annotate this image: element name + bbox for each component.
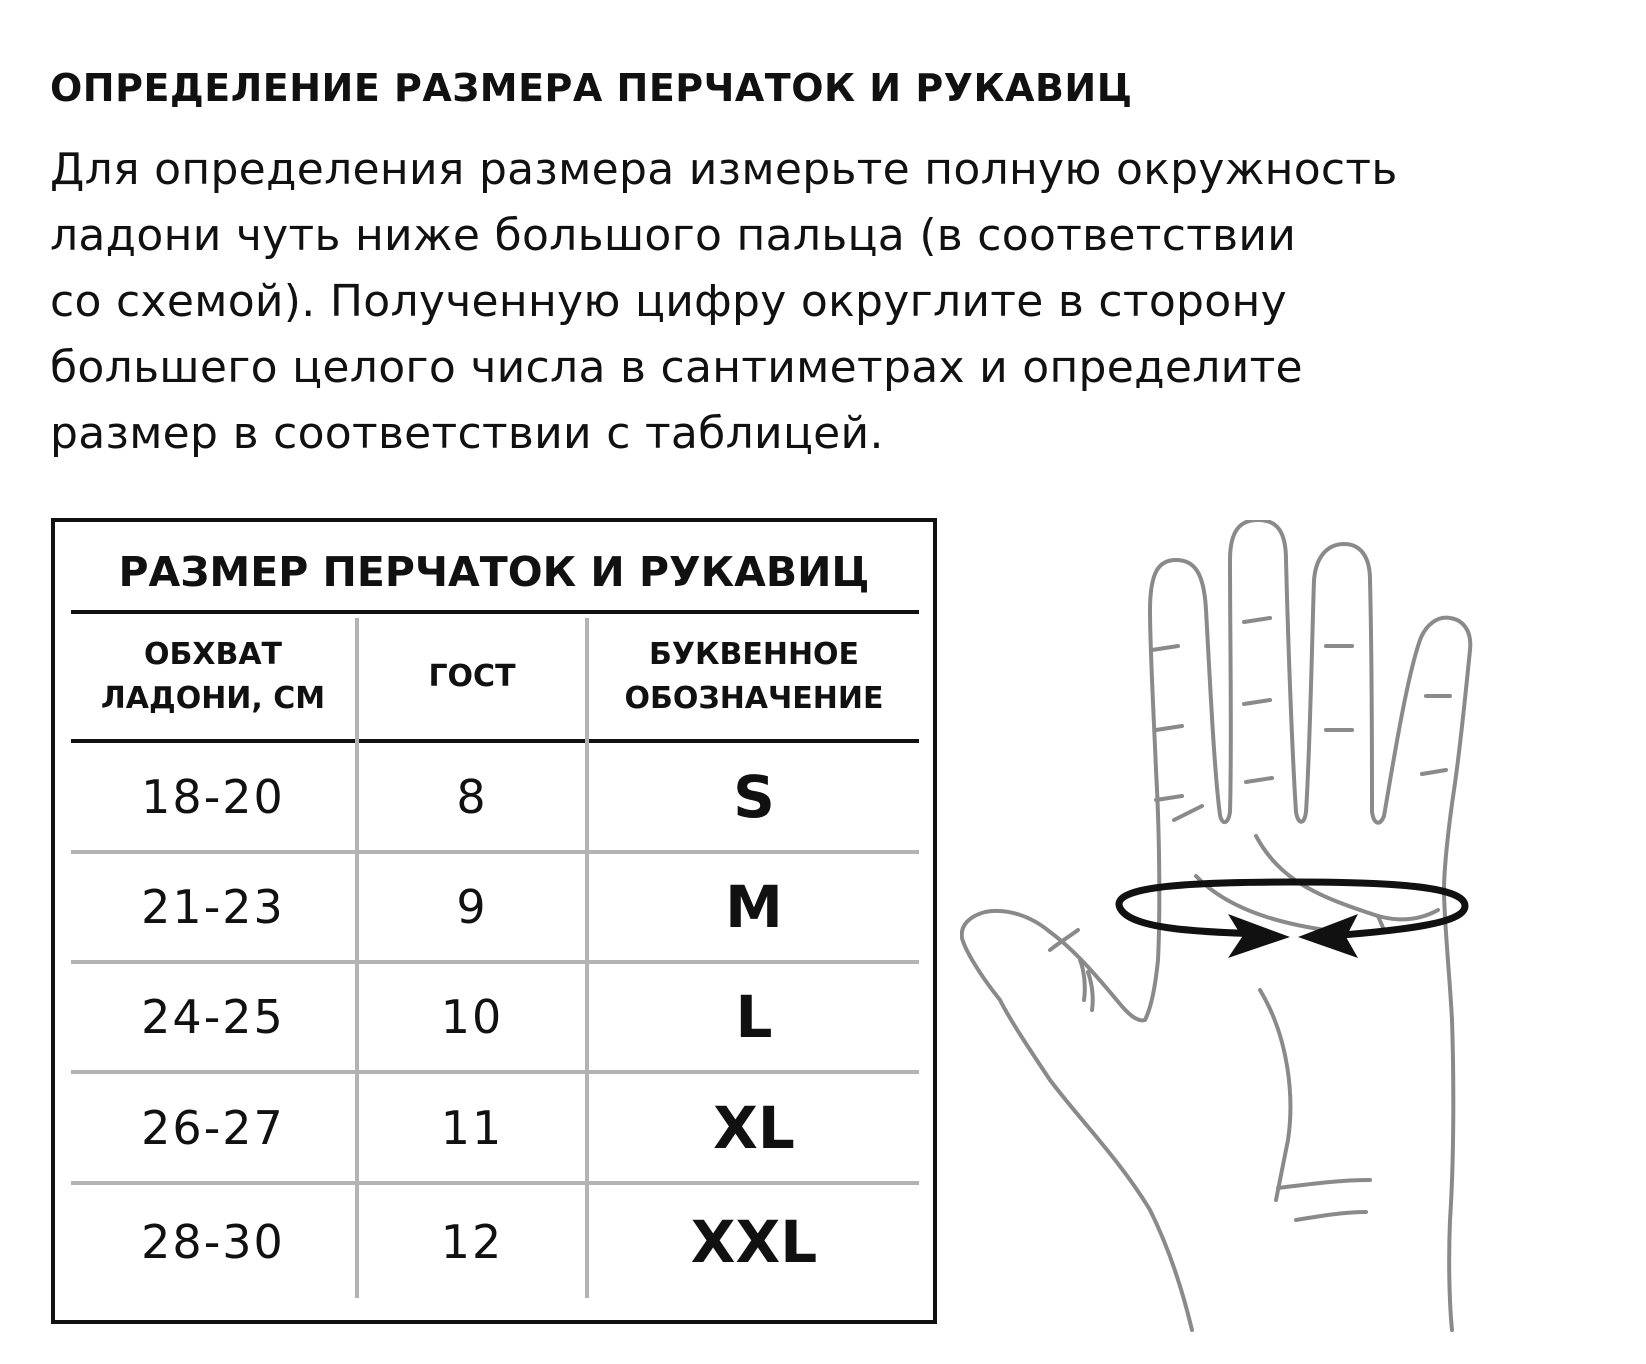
- cell-girth: 24-25: [141, 990, 285, 1044]
- instructions-line: ладони чуть ниже большого пальца (в соответствии: [50, 210, 1297, 261]
- cell-gost: 11: [440, 1100, 504, 1155]
- header-letter: [589, 614, 919, 739]
- cell-letter: L: [735, 983, 773, 1051]
- header-letter-line2: ОБОЗНАЧЕНИЕ: [624, 680, 884, 716]
- cell-girth: 28-30: [141, 1214, 285, 1269]
- instructions-line: размер в соответствии с таблицей.: [50, 408, 884, 459]
- cell-gost: 10: [440, 990, 504, 1044]
- cell-girth: 18-20: [141, 769, 285, 824]
- cell-gost: 9: [456, 880, 488, 934]
- instructions-line: Для определения размера измерьте полную окружность: [50, 144, 1398, 195]
- header-girth: [71, 614, 355, 739]
- header-gost: [359, 614, 585, 739]
- cell-letter: S: [733, 762, 775, 831]
- hand-measurement-icon: [960, 520, 1550, 1340]
- cell-gost: 12: [440, 1214, 504, 1269]
- cell-girth: 21-23: [141, 880, 285, 934]
- cell-letter: XXL: [690, 1207, 818, 1276]
- instructions-line: большего целого числа в сантиметрах и определите: [50, 342, 1303, 393]
- table-title: РАЗМЕР ПЕРЧАТОК И РУКАВИЦ: [118, 548, 870, 596]
- cell-letter: XL: [713, 1093, 795, 1162]
- cell-gost: 8: [456, 769, 488, 824]
- instructions-text: [50, 137, 1450, 467]
- header-girth-line2: ЛАДОНИ, СМ: [100, 680, 326, 716]
- cell-letter: M: [725, 873, 783, 941]
- page-title: ОПРЕДЕЛЕНИЕ РАЗМЕРА ПЕРЧАТОК И РУКАВИЦ: [50, 66, 1133, 110]
- header-girth-line1: ОБХВАТ: [143, 636, 283, 672]
- cell-girth: 26-27: [141, 1100, 285, 1155]
- header-gost-line1: ГОСТ: [428, 658, 516, 694]
- instructions-line: со схемой). Полученную цифру округлите в сторону: [50, 276, 1287, 327]
- size-table: [51, 518, 937, 1324]
- header-letter-line1: БУКВЕННОЕ: [648, 636, 860, 672]
